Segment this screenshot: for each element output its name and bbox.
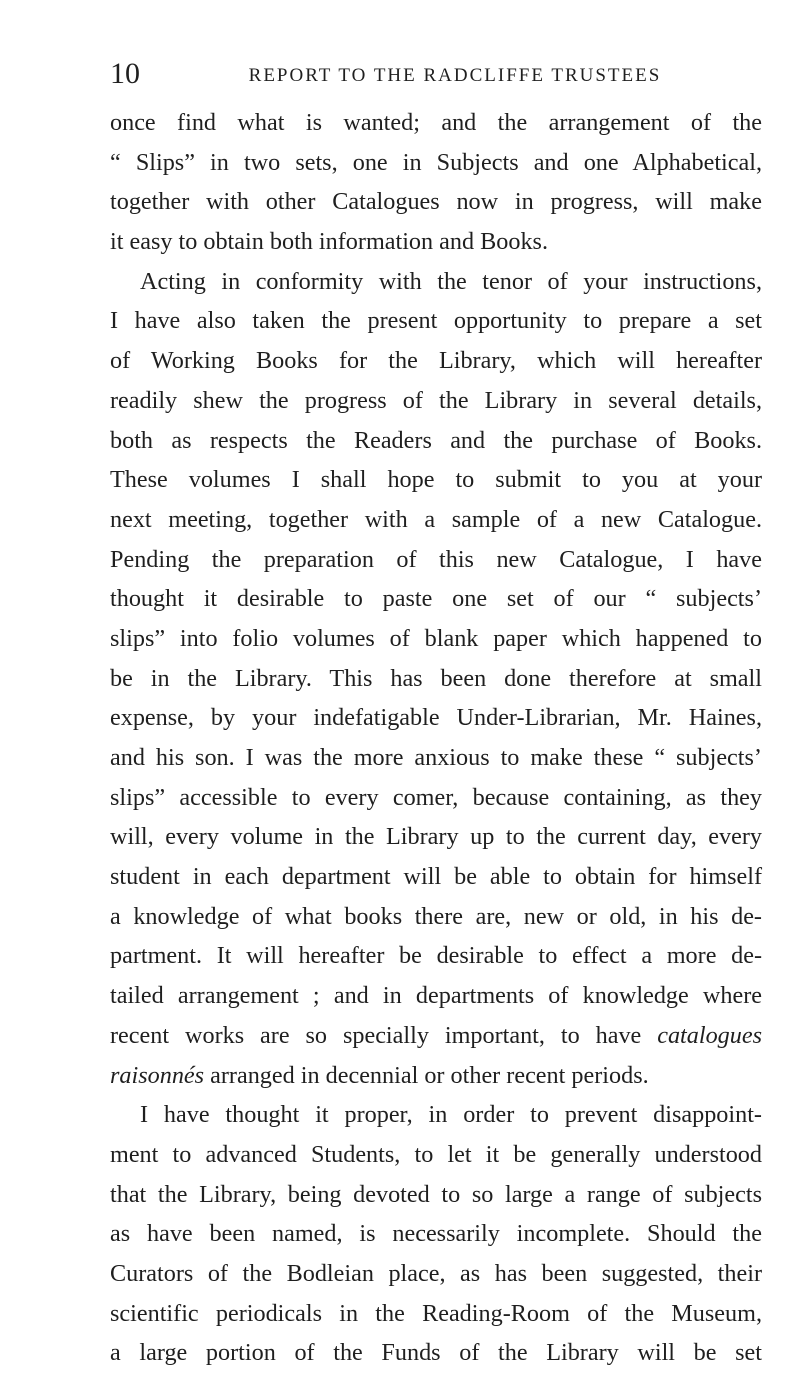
text-line: it easy to obtain both information and Books. xyxy=(110,228,549,256)
paragraph-start-line: Acting in conformity with the tenor of your instructions, xyxy=(140,267,762,295)
italic-term-catalogues: catalogues xyxy=(657,1021,763,1049)
text-line: expense, by your indefatigable Under-Librarian, Mr. Haines, xyxy=(110,704,762,732)
text-line: readily shew the progress of the Library in several details, xyxy=(110,386,762,414)
text-line: scientific periodicals in the Reading-Room of the Museum, xyxy=(110,1299,762,1327)
text-line: slips” accessible to every comer, because containing, as they xyxy=(110,783,762,811)
text-line: next meeting, together with a sample of a new Catalogue. xyxy=(110,505,762,533)
text-line: as have been named, is necessarily incomplete. Should the xyxy=(110,1220,762,1248)
text-line: that the Library, being devoted to so large a range of subjects xyxy=(110,1180,762,1208)
text-line: a large portion of the Funds of the Library will be set xyxy=(110,1339,762,1367)
text-line: together with other Catalogues now in progress, will make xyxy=(110,188,762,216)
text-line: once find what is wanted; and the arrangement of the xyxy=(110,109,762,136)
text-segment: arranged in decennial or other recent periods. xyxy=(210,1061,649,1089)
italic-term-raisonnes: raisonnés xyxy=(110,1061,205,1089)
text-line-with-italic xyxy=(110,1016,762,1056)
text-line: a knowledge of what books there are, new or old, in his de- xyxy=(110,902,762,930)
page-number: 10 xyxy=(110,57,140,90)
body-text xyxy=(110,103,762,1373)
text-line: partment. It will hereafter be desirable to effect a more de- xyxy=(110,942,762,970)
text-line: Pending the preparation of this new Catalogue, I have xyxy=(110,545,762,573)
paragraph-start-line: I have thought it proper, in order to prevent disappoint- xyxy=(140,1101,762,1129)
page-header xyxy=(110,56,760,92)
text-line: will, every volume in the Library up to the current day, every xyxy=(110,823,762,851)
text-line: tailed arrangement ; and in departments of knowledge where xyxy=(110,982,762,1010)
text-line: I have also taken the present opportunity to prepare a set xyxy=(110,307,762,335)
text-line: slips” into folio volumes of blank paper which happened to xyxy=(110,624,762,652)
text-line: thought it desirable to paste one set of our “ subjects’ xyxy=(110,585,762,613)
text-line: ment to advanced Students, to let it be generally understood xyxy=(110,1140,762,1168)
running-head: REPORT TO THE RADCLIFFE TRUSTEES xyxy=(248,65,662,86)
text-line: These volumes I shall hope to submit to you at your xyxy=(110,466,762,494)
text-line: both as respects the Readers and the purchase of Books. xyxy=(110,426,762,454)
text-segment: recent works are so specially important, to have xyxy=(110,1021,642,1049)
text-line: be in the Library. This has been done therefore at small xyxy=(110,664,762,692)
text-line: of Working Books for the Library, which will hereafter xyxy=(110,347,762,375)
text-line: and his son. I was the more anxious to make these “ subjects’ xyxy=(110,744,762,771)
text-line: “ Slips” in two sets, one in Subjects and one Alphabetical, xyxy=(110,148,762,176)
text-line: student in each department will be able to obtain for himself xyxy=(110,863,762,891)
text-line-with-italic xyxy=(110,1056,762,1096)
text-line: Curators of the Bodleian place, as has been suggested, their xyxy=(110,1259,762,1287)
